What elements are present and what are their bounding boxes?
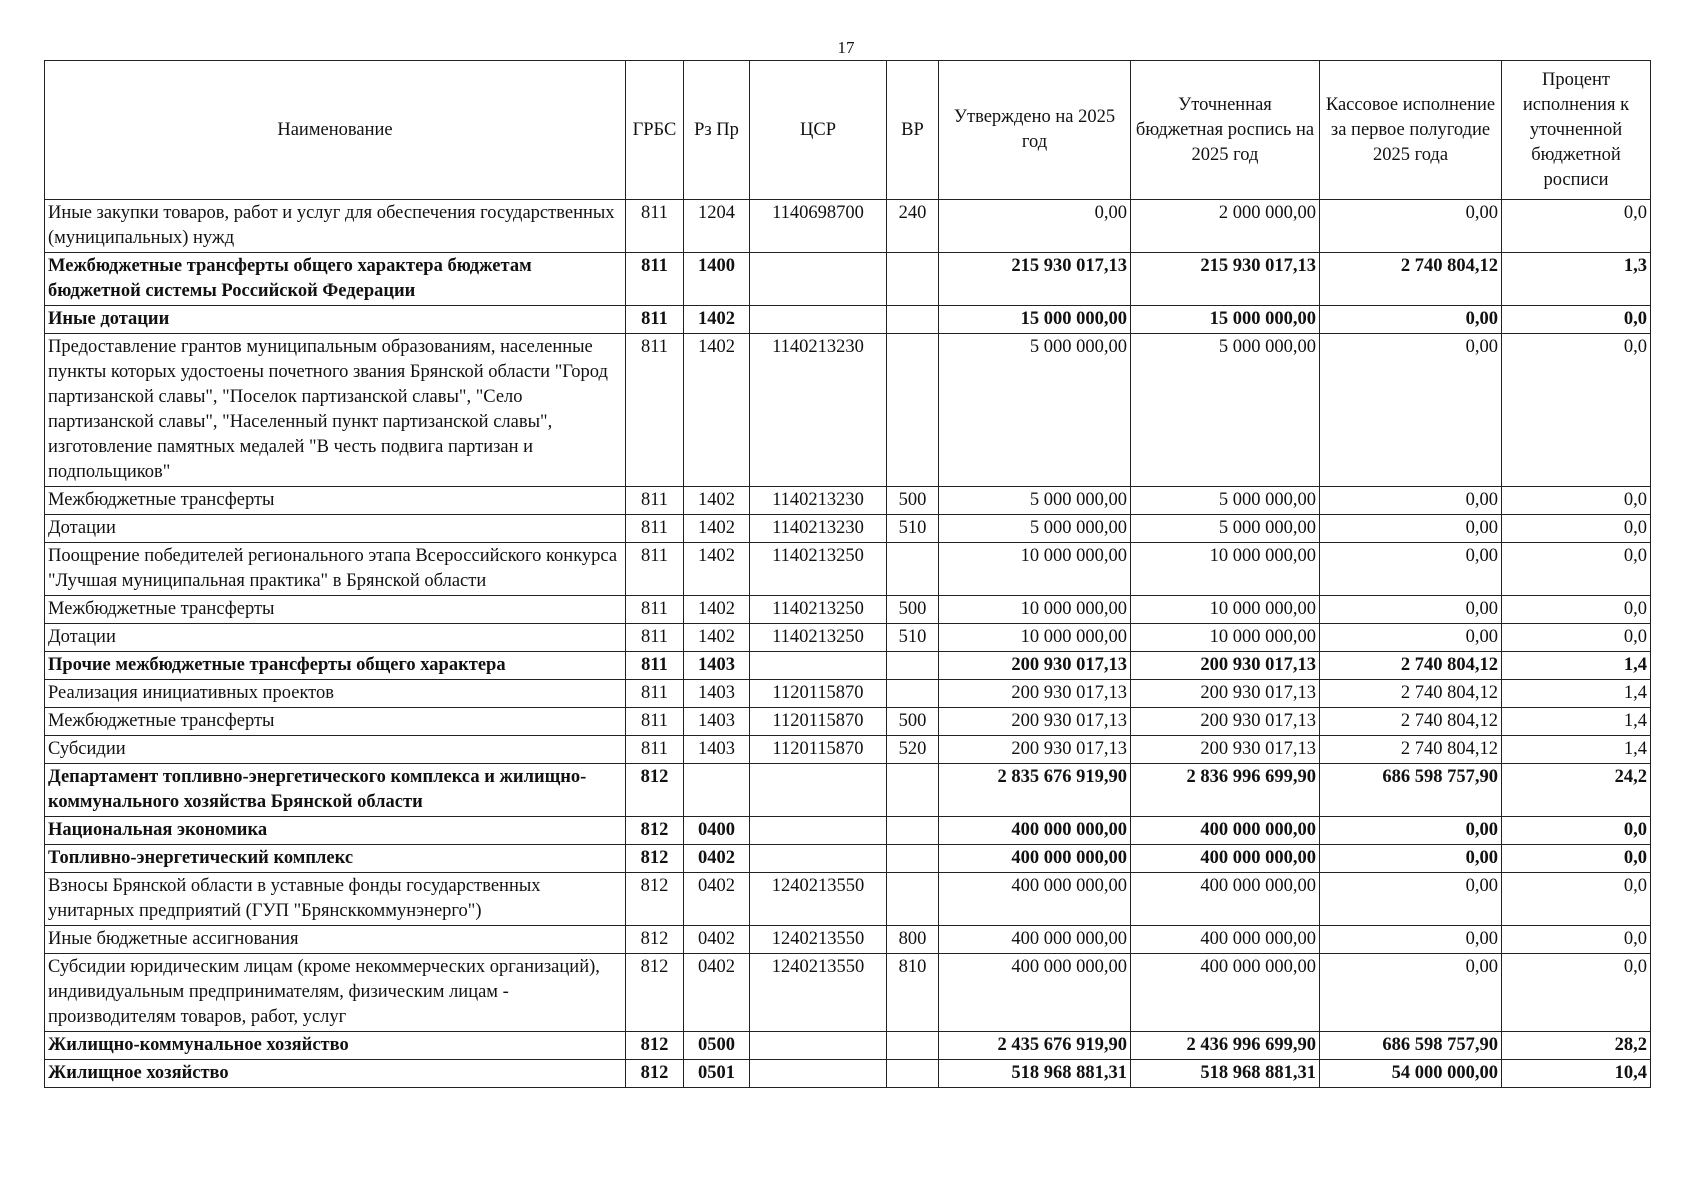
cell-rzpr: 1402 <box>684 487 750 515</box>
cell-refined: 2 436 996 699,90 <box>1131 1032 1320 1060</box>
cell-percent: 1,4 <box>1502 708 1651 736</box>
cell-grbs: 812 <box>626 1060 684 1088</box>
cell-approved: 518 968 881,31 <box>939 1060 1131 1088</box>
table-row <box>45 253 1651 306</box>
cell-cash: 0,00 <box>1320 845 1502 873</box>
cell-refined: 400 000 000,00 <box>1131 817 1320 845</box>
cell-name: Иные бюджетные ассигнования <box>45 926 626 954</box>
cell-grbs: 811 <box>626 253 684 306</box>
cell-rzpr: 1403 <box>684 680 750 708</box>
table-row <box>45 1032 1651 1060</box>
cell-cash: 0,00 <box>1320 334 1502 487</box>
cell-grbs: 811 <box>626 624 684 652</box>
cell-approved: 400 000 000,00 <box>939 845 1131 873</box>
page-number: 17 <box>837 38 855 57</box>
cell-vr <box>887 334 939 487</box>
cell-grbs: 811 <box>626 487 684 515</box>
cell-vr <box>887 1060 939 1088</box>
cell-name: Национальная экономика <box>45 817 626 845</box>
cell-rzpr: 1403 <box>684 708 750 736</box>
cell-name: Прочие межбюджетные трансферты общего характера <box>45 652 626 680</box>
cell-vr <box>887 873 939 926</box>
cell-vr <box>887 543 939 596</box>
table-row <box>45 736 1651 764</box>
cell-approved: 2 835 676 919,90 <box>939 764 1131 817</box>
cell-grbs: 812 <box>626 1032 684 1060</box>
cell-name: Иные дотации <box>45 306 626 334</box>
cell-rzpr: 0402 <box>684 954 750 1032</box>
cell-cash: 686 598 757,90 <box>1320 764 1502 817</box>
header-csr: ЦСР <box>750 61 887 200</box>
table-row <box>45 487 1651 515</box>
cell-vr: 510 <box>887 515 939 543</box>
cell-name: Предоставление грантов муниципальным образованиям, населенные пункты которых удостоены почетного звания Брянской области "Город партизанской славы", "Поселок партизанской славы", "Село партизанской славы", "Населенный пункт партизанской славы", изготовление памятных медалей "В честь подвига партизан и подпольщиков" <box>45 334 626 487</box>
cell-vr <box>887 764 939 817</box>
cell-name: Субсидии <box>45 736 626 764</box>
cell-approved: 200 930 017,13 <box>939 680 1131 708</box>
cell-csr: 1240213550 <box>750 873 887 926</box>
cell-name: Взносы Брянской области в уставные фонды государственных унитарных предприятий (ГУП "Брянсккоммунэнерго") <box>45 873 626 926</box>
cell-percent: 0,0 <box>1502 596 1651 624</box>
cell-refined: 10 000 000,00 <box>1131 624 1320 652</box>
cell-cash: 2 740 804,12 <box>1320 708 1502 736</box>
cell-refined: 200 930 017,13 <box>1131 652 1320 680</box>
cell-approved: 10 000 000,00 <box>939 543 1131 596</box>
cell-vr <box>887 1032 939 1060</box>
cell-refined: 200 930 017,13 <box>1131 708 1320 736</box>
cell-grbs: 811 <box>626 736 684 764</box>
cell-csr: 1120115870 <box>750 680 887 708</box>
cell-percent: 1,4 <box>1502 680 1651 708</box>
cell-approved: 200 930 017,13 <box>939 736 1131 764</box>
header-name: Наименование <box>45 61 626 200</box>
cell-rzpr: 1400 <box>684 253 750 306</box>
cell-cash: 54 000 000,00 <box>1320 1060 1502 1088</box>
cell-refined: 5 000 000,00 <box>1131 334 1320 487</box>
cell-csr: 1240213550 <box>750 954 887 1032</box>
cell-grbs: 811 <box>626 680 684 708</box>
cell-grbs: 811 <box>626 515 684 543</box>
cell-grbs: 812 <box>626 817 684 845</box>
header-percent: Процент исполнения к уточненной бюджетной росписи <box>1502 61 1651 200</box>
cell-rzpr: 0402 <box>684 845 750 873</box>
cell-rzpr: 1402 <box>684 306 750 334</box>
cell-rzpr: 0402 <box>684 873 750 926</box>
cell-name: Дотации <box>45 515 626 543</box>
cell-approved: 400 000 000,00 <box>939 817 1131 845</box>
cell-csr: 1140213250 <box>750 624 887 652</box>
cell-name: Департамент топливно-энергетического комплекса и жилищно-коммунального хозяйства Брянской области <box>45 764 626 817</box>
cell-percent: 0,0 <box>1502 306 1651 334</box>
cell-cash: 2 740 804,12 <box>1320 652 1502 680</box>
cell-refined: 400 000 000,00 <box>1131 845 1320 873</box>
cell-approved: 0,00 <box>939 200 1131 253</box>
cell-csr <box>750 306 887 334</box>
cell-grbs: 812 <box>626 954 684 1032</box>
cell-refined: 10 000 000,00 <box>1131 543 1320 596</box>
table-row <box>45 306 1651 334</box>
cell-rzpr: 0501 <box>684 1060 750 1088</box>
cell-name: Межбюджетные трансферты <box>45 708 626 736</box>
cell-approved: 400 000 000,00 <box>939 873 1131 926</box>
cell-rzpr: 1402 <box>684 515 750 543</box>
table-row <box>45 817 1651 845</box>
cell-refined: 5 000 000,00 <box>1131 515 1320 543</box>
cell-percent: 1,4 <box>1502 652 1651 680</box>
cell-vr <box>887 680 939 708</box>
cell-grbs: 812 <box>626 845 684 873</box>
cell-percent: 0,0 <box>1502 334 1651 487</box>
cell-percent: 0,0 <box>1502 873 1651 926</box>
cell-csr: 1240213550 <box>750 926 887 954</box>
cell-name: Межбюджетные трансферты общего характера бюджетам бюджетной системы Российской Федерации <box>45 253 626 306</box>
cell-cash: 0,00 <box>1320 200 1502 253</box>
cell-refined: 200 930 017,13 <box>1131 736 1320 764</box>
table-row <box>45 1060 1651 1088</box>
cell-csr: 1120115870 <box>750 708 887 736</box>
cell-approved: 5 000 000,00 <box>939 515 1131 543</box>
cell-grbs: 811 <box>626 708 684 736</box>
table-row <box>45 334 1651 487</box>
budget-table <box>44 60 1651 1088</box>
cell-percent: 1,4 <box>1502 736 1651 764</box>
cell-approved: 15 000 000,00 <box>939 306 1131 334</box>
cell-csr <box>750 652 887 680</box>
cell-cash: 2 740 804,12 <box>1320 253 1502 306</box>
cell-percent: 0,0 <box>1502 200 1651 253</box>
cell-percent: 10,4 <box>1502 1060 1651 1088</box>
cell-percent: 1,3 <box>1502 253 1651 306</box>
cell-grbs: 811 <box>626 543 684 596</box>
cell-name: Межбюджетные трансферты <box>45 487 626 515</box>
cell-name: Дотации <box>45 624 626 652</box>
cell-cash: 0,00 <box>1320 306 1502 334</box>
cell-cash: 0,00 <box>1320 596 1502 624</box>
cell-rzpr: 1403 <box>684 652 750 680</box>
cell-grbs: 811 <box>626 334 684 487</box>
cell-vr: 500 <box>887 708 939 736</box>
header-vr: ВР <box>887 61 939 200</box>
cell-approved: 2 435 676 919,90 <box>939 1032 1131 1060</box>
cell-rzpr: 1402 <box>684 543 750 596</box>
header-grbs: ГРБС <box>626 61 684 200</box>
cell-name: Жилищное хозяйство <box>45 1060 626 1088</box>
cell-refined: 518 968 881,31 <box>1131 1060 1320 1088</box>
table-row <box>45 596 1651 624</box>
cell-csr: 1140213230 <box>750 515 887 543</box>
cell-rzpr: 1402 <box>684 334 750 487</box>
cell-approved: 5 000 000,00 <box>939 334 1131 487</box>
cell-cash: 0,00 <box>1320 873 1502 926</box>
cell-csr <box>750 817 887 845</box>
cell-approved: 215 930 017,13 <box>939 253 1131 306</box>
cell-approved: 5 000 000,00 <box>939 487 1131 515</box>
cell-refined: 15 000 000,00 <box>1131 306 1320 334</box>
table-row <box>45 624 1651 652</box>
cell-grbs: 811 <box>626 200 684 253</box>
cell-rzpr: 0400 <box>684 817 750 845</box>
cell-rzpr: 1402 <box>684 596 750 624</box>
cell-refined: 2 836 996 699,90 <box>1131 764 1320 817</box>
cell-grbs: 811 <box>626 306 684 334</box>
cell-rzpr: 0500 <box>684 1032 750 1060</box>
cell-vr: 240 <box>887 200 939 253</box>
table-row <box>45 652 1651 680</box>
cell-cash: 0,00 <box>1320 926 1502 954</box>
cell-grbs: 812 <box>626 873 684 926</box>
cell-csr: 1140213250 <box>750 543 887 596</box>
cell-approved: 400 000 000,00 <box>939 954 1131 1032</box>
cell-grbs: 812 <box>626 764 684 817</box>
cell-refined: 5 000 000,00 <box>1131 487 1320 515</box>
cell-name: Топливно-энергетический комплекс <box>45 845 626 873</box>
cell-vr <box>887 306 939 334</box>
cell-refined: 400 000 000,00 <box>1131 873 1320 926</box>
table-row <box>45 708 1651 736</box>
cell-csr <box>750 764 887 817</box>
cell-vr: 500 <box>887 596 939 624</box>
cell-vr: 510 <box>887 624 939 652</box>
table-body <box>45 200 1651 1088</box>
cell-rzpr <box>684 764 750 817</box>
cell-cash: 0,00 <box>1320 954 1502 1032</box>
cell-percent: 24,2 <box>1502 764 1651 817</box>
cell-vr <box>887 817 939 845</box>
cell-csr: 1140698700 <box>750 200 887 253</box>
cell-cash: 0,00 <box>1320 515 1502 543</box>
cell-name: Иные закупки товаров, работ и услуг для обеспечения государственных (муниципальных) нужд <box>45 200 626 253</box>
cell-vr <box>887 845 939 873</box>
cell-csr: 1140213230 <box>750 334 887 487</box>
cell-name: Реализация инициативных проектов <box>45 680 626 708</box>
cell-csr <box>750 1032 887 1060</box>
cell-approved: 10 000 000,00 <box>939 624 1131 652</box>
table-row <box>45 845 1651 873</box>
header-rzpr: Рз Пр <box>684 61 750 200</box>
cell-percent: 0,0 <box>1502 817 1651 845</box>
header-approved: Утверждено на 2025 год <box>939 61 1131 200</box>
cell-rzpr: 0402 <box>684 926 750 954</box>
cell-cash: 0,00 <box>1320 624 1502 652</box>
cell-vr: 800 <box>887 926 939 954</box>
header-cash: Кассовое исполнение за первое полугодие 2025 года <box>1320 61 1502 200</box>
table-header-row <box>45 61 1651 200</box>
table-row <box>45 543 1651 596</box>
cell-percent: 28,2 <box>1502 1032 1651 1060</box>
cell-vr: 500 <box>887 487 939 515</box>
cell-grbs: 811 <box>626 652 684 680</box>
cell-approved: 200 930 017,13 <box>939 708 1131 736</box>
table-row <box>45 764 1651 817</box>
cell-percent: 0,0 <box>1502 954 1651 1032</box>
table-row <box>45 873 1651 926</box>
table-row <box>45 680 1651 708</box>
cell-csr <box>750 845 887 873</box>
cell-grbs: 811 <box>626 596 684 624</box>
cell-percent: 0,0 <box>1502 515 1651 543</box>
cell-vr <box>887 253 939 306</box>
cell-refined: 215 930 017,13 <box>1131 253 1320 306</box>
cell-cash: 0,00 <box>1320 487 1502 515</box>
header-refined: Уточненная бюджетная роспись на 2025 год <box>1131 61 1320 200</box>
cell-csr: 1140213250 <box>750 596 887 624</box>
cell-csr <box>750 253 887 306</box>
cell-vr <box>887 652 939 680</box>
cell-name: Субсидии юридическим лицам (кроме некоммерческих организаций), индивидуальным предпринимателям, физическим лицам - производителям товаров, работ, услуг <box>45 954 626 1032</box>
cell-cash: 0,00 <box>1320 543 1502 596</box>
cell-vr: 520 <box>887 736 939 764</box>
cell-approved: 10 000 000,00 <box>939 596 1131 624</box>
cell-name: Жилищно-коммунальное хозяйство <box>45 1032 626 1060</box>
cell-percent: 0,0 <box>1502 845 1651 873</box>
cell-vr: 810 <box>887 954 939 1032</box>
cell-refined: 10 000 000,00 <box>1131 596 1320 624</box>
cell-csr: 1140213230 <box>750 487 887 515</box>
cell-refined: 2 000 000,00 <box>1131 200 1320 253</box>
table-row <box>45 926 1651 954</box>
cell-cash: 0,00 <box>1320 817 1502 845</box>
cell-rzpr: 1402 <box>684 624 750 652</box>
cell-name: Межбюджетные трансферты <box>45 596 626 624</box>
cell-percent: 0,0 <box>1502 624 1651 652</box>
table-row <box>45 954 1651 1032</box>
table-row <box>45 200 1651 253</box>
cell-percent: 0,0 <box>1502 926 1651 954</box>
cell-cash: 2 740 804,12 <box>1320 680 1502 708</box>
cell-approved: 200 930 017,13 <box>939 652 1131 680</box>
cell-percent: 0,0 <box>1502 543 1651 596</box>
cell-csr <box>750 1060 887 1088</box>
table-row <box>45 515 1651 543</box>
cell-refined: 400 000 000,00 <box>1131 954 1320 1032</box>
cell-rzpr: 1403 <box>684 736 750 764</box>
cell-grbs: 812 <box>626 926 684 954</box>
cell-rzpr: 1204 <box>684 200 750 253</box>
cell-csr: 1120115870 <box>750 736 887 764</box>
cell-name: Поощрение победителей регионального этапа Всероссийского конкурса "Лучшая муниципальная практика" в Брянской области <box>45 543 626 596</box>
cell-cash: 686 598 757,90 <box>1320 1032 1502 1060</box>
cell-cash: 2 740 804,12 <box>1320 736 1502 764</box>
cell-percent: 0,0 <box>1502 487 1651 515</box>
cell-refined: 200 930 017,13 <box>1131 680 1320 708</box>
cell-refined: 400 000 000,00 <box>1131 926 1320 954</box>
cell-approved: 400 000 000,00 <box>939 926 1131 954</box>
